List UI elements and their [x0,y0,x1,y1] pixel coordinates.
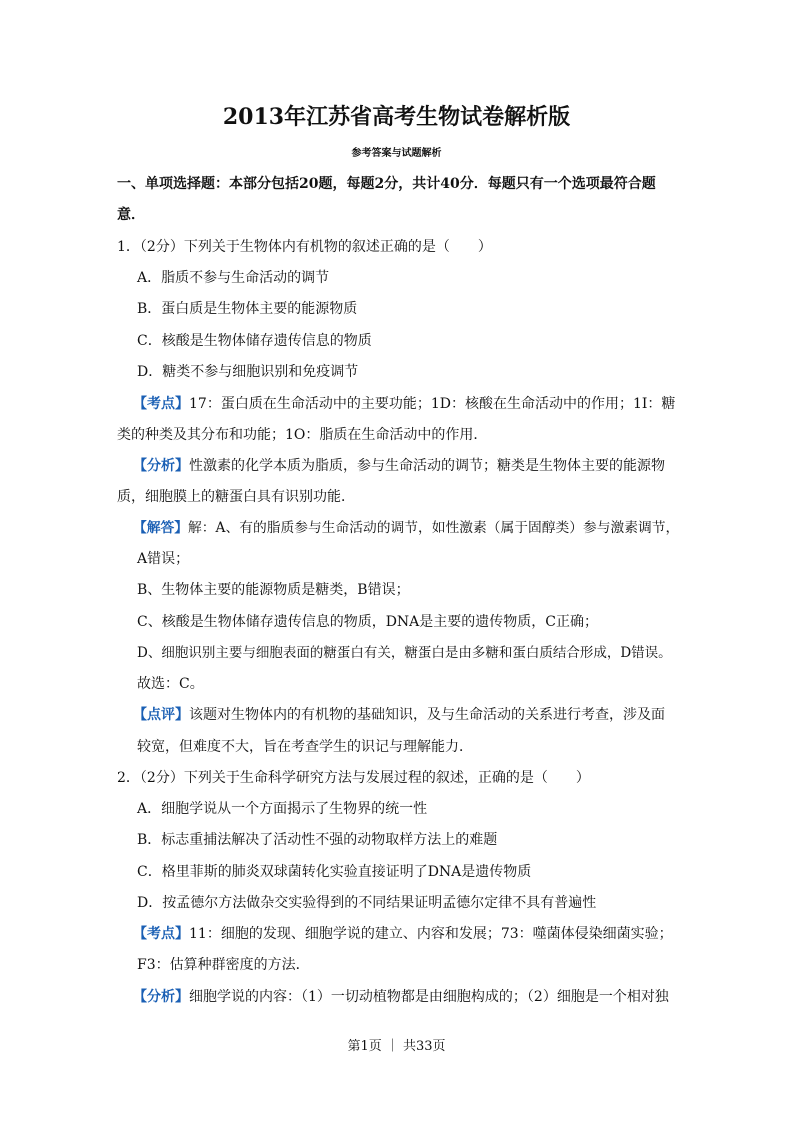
q2-kaodian-line2: F3：估算种群密度的方法． [137,957,310,973]
q1-option-a: A．脂质不参与生命活动的调节 [137,270,330,286]
page-footer: 第1页 ｜ 共33页 [347,1039,446,1054]
q1-kaodian-line1 [133,394,676,414]
q2-fenxi-line1 [133,987,669,1007]
q1-jieda-line2: A错误； [137,551,190,567]
q1-jieda-line5: D、细胞识别主要与细胞表面的糖蛋白有关，糖蛋白是由多糖和蛋白质结合形成，D错误。 [137,645,672,661]
page-title: 2013年江苏省高考生物试卷解析版 [222,104,571,130]
q1-jieda-line4: C、核酸是生物体储存遗传信息的物质，DNA是主要的遗传物质，C正确； [137,614,599,630]
dianping-tag: 【点评】 [133,707,189,723]
fenxi-tag: 【分析】 [133,458,189,474]
q1-jieda-line6: 故选：C。 [137,676,204,692]
q1-jieda-line3: B、生物体主要的能源物质是糖类，B错误； [137,582,410,598]
q1-kaodian-text1: 17：蛋白质在生命活动中的主要功能；1D：核酸在生命活动中的作用；1I：糖 [189,396,676,412]
q2-option-a: A．细胞学说从一个方面揭示了生物界的统一性 [137,801,428,817]
q1-option-c: C．核酸是生物体储存遗传信息的物质 [137,333,372,349]
q1-option-d: D．糖类不参与细胞识别和免疫调节 [137,364,359,380]
q1-kaodian-line2: 类的种类及其分布和功能；1O：脂质在生命活动中的作用． [117,427,488,443]
q1-dianping-line2: 较宽，但难度不大，旨在考查学生的识记与理解能力． [137,739,473,755]
q2-option-d: D．按孟德尔方法做杂交实验得到的不同结果证明孟德尔定律不具有普遍性 [137,895,597,911]
q1-fenxi-text1: 性激素的化学本质为脂质，参与生命活动的调节；糖类是生物体主要的能源物 [189,458,665,474]
q1-dianping-text1: 该题对生物体内的有机物的基础知识，及与生命活动的关系进行考查，涉及面 [189,707,665,723]
q1-jieda-text1: 解：A、有的脂质参与生命活动的调节，如性激素（属于固醇类）参与激素调节， [188,520,680,536]
q2-option-c: C．格里菲斯的肺炎双球菌转化实验直接证明了DNA是遗传物质 [137,864,532,880]
q2-kaodian-line1 [133,924,673,944]
q1-stem: 1．（2分）下列关于生物体内有机物的叙述正确的是（ ） [117,239,492,255]
q1-jieda-line1 [133,518,679,538]
kaodian-tag: 【考点】 [133,926,189,942]
fenxi-tag: 【分析】 [133,989,189,1005]
q1-fenxi-line1 [133,456,665,476]
page-subtitle: 参考答案与试题解析 [351,148,442,159]
section-heading-line2: 意． [117,207,145,223]
kaodian-tag: 【考点】 [133,396,189,412]
q2-stem: 2．（2分）下列关于生命科学研究方法与发展过程的叙述，正确的是（ ） [117,770,590,786]
q1-option-b: B．蛋白质是生物体主要的能源物质 [137,301,358,317]
jieda-tag: 【解答】 [133,520,189,536]
section-heading-line1: 一、单项选择题：本部分包括20题，每题2分，共计40分．每题只有一个选项最符合题 [117,176,656,192]
q1-fenxi-line2: 质，细胞膜上的糖蛋白具有识别功能． [117,489,355,505]
q2-kaodian-text1: 11：细胞的发现、细胞学说的建立、内容和发展；73：噬菌体侵染细菌实验； [189,926,673,942]
q2-option-b: B．标志重捕法解决了活动性不强的动物取样方法上的难题 [137,832,498,848]
q1-dianping-line1 [133,705,665,725]
q2-fenxi-text1: 细胞学说的内容：（1）一切动植物都是由细胞构成的；（2）细胞是一个相对独 [189,989,669,1005]
